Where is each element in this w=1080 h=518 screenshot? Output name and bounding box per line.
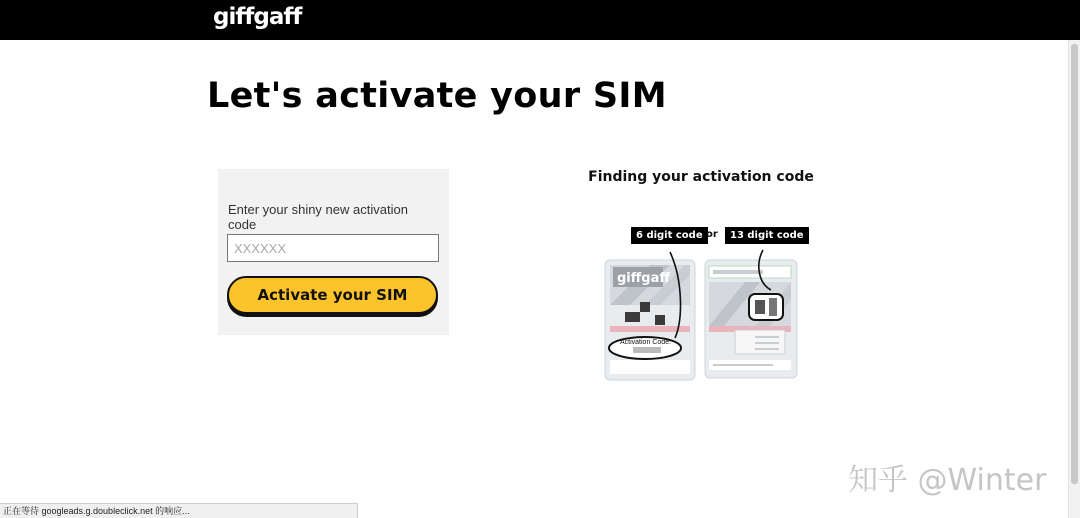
six-digit-code-tag: 6 digit code — [631, 227, 708, 244]
svg-text:Activation Code:: Activation Code: — [620, 339, 671, 346]
browser-status-bar: 正在等待 googleads.g.doubleclick.net 的响应... — [0, 503, 358, 518]
finding-code-heading: Finding your activation code — [588, 169, 814, 185]
giffgaff-logo[interactable]: giffgaff — [213, 4, 302, 30]
top-nav-bar — [0, 0, 1080, 40]
scrollbar-thumb[interactable] — [1071, 44, 1078, 484]
thirteen-digit-code-tag: 13 digit code — [725, 227, 809, 244]
activation-form-panel — [218, 169, 449, 335]
page-title: Let's activate your SIM — [207, 76, 667, 116]
or-separator: or — [706, 229, 718, 240]
sim-card-illustration — [595, 240, 810, 385]
sim-card-6-digit-illustration — [605, 252, 695, 380]
vertical-scrollbar[interactable] — [1068, 40, 1080, 518]
sim-card-13-digit-illustration — [705, 250, 797, 378]
activation-code-label: Enter your shiny new activation code — [228, 202, 408, 232]
svg-text:giffgaff: giffgaff — [617, 271, 670, 286]
activate-sim-button[interactable]: Activate your SIM — [227, 276, 438, 314]
watermark-text: 知乎 @Winter — [848, 463, 1047, 498]
activation-code-input[interactable] — [227, 234, 439, 262]
